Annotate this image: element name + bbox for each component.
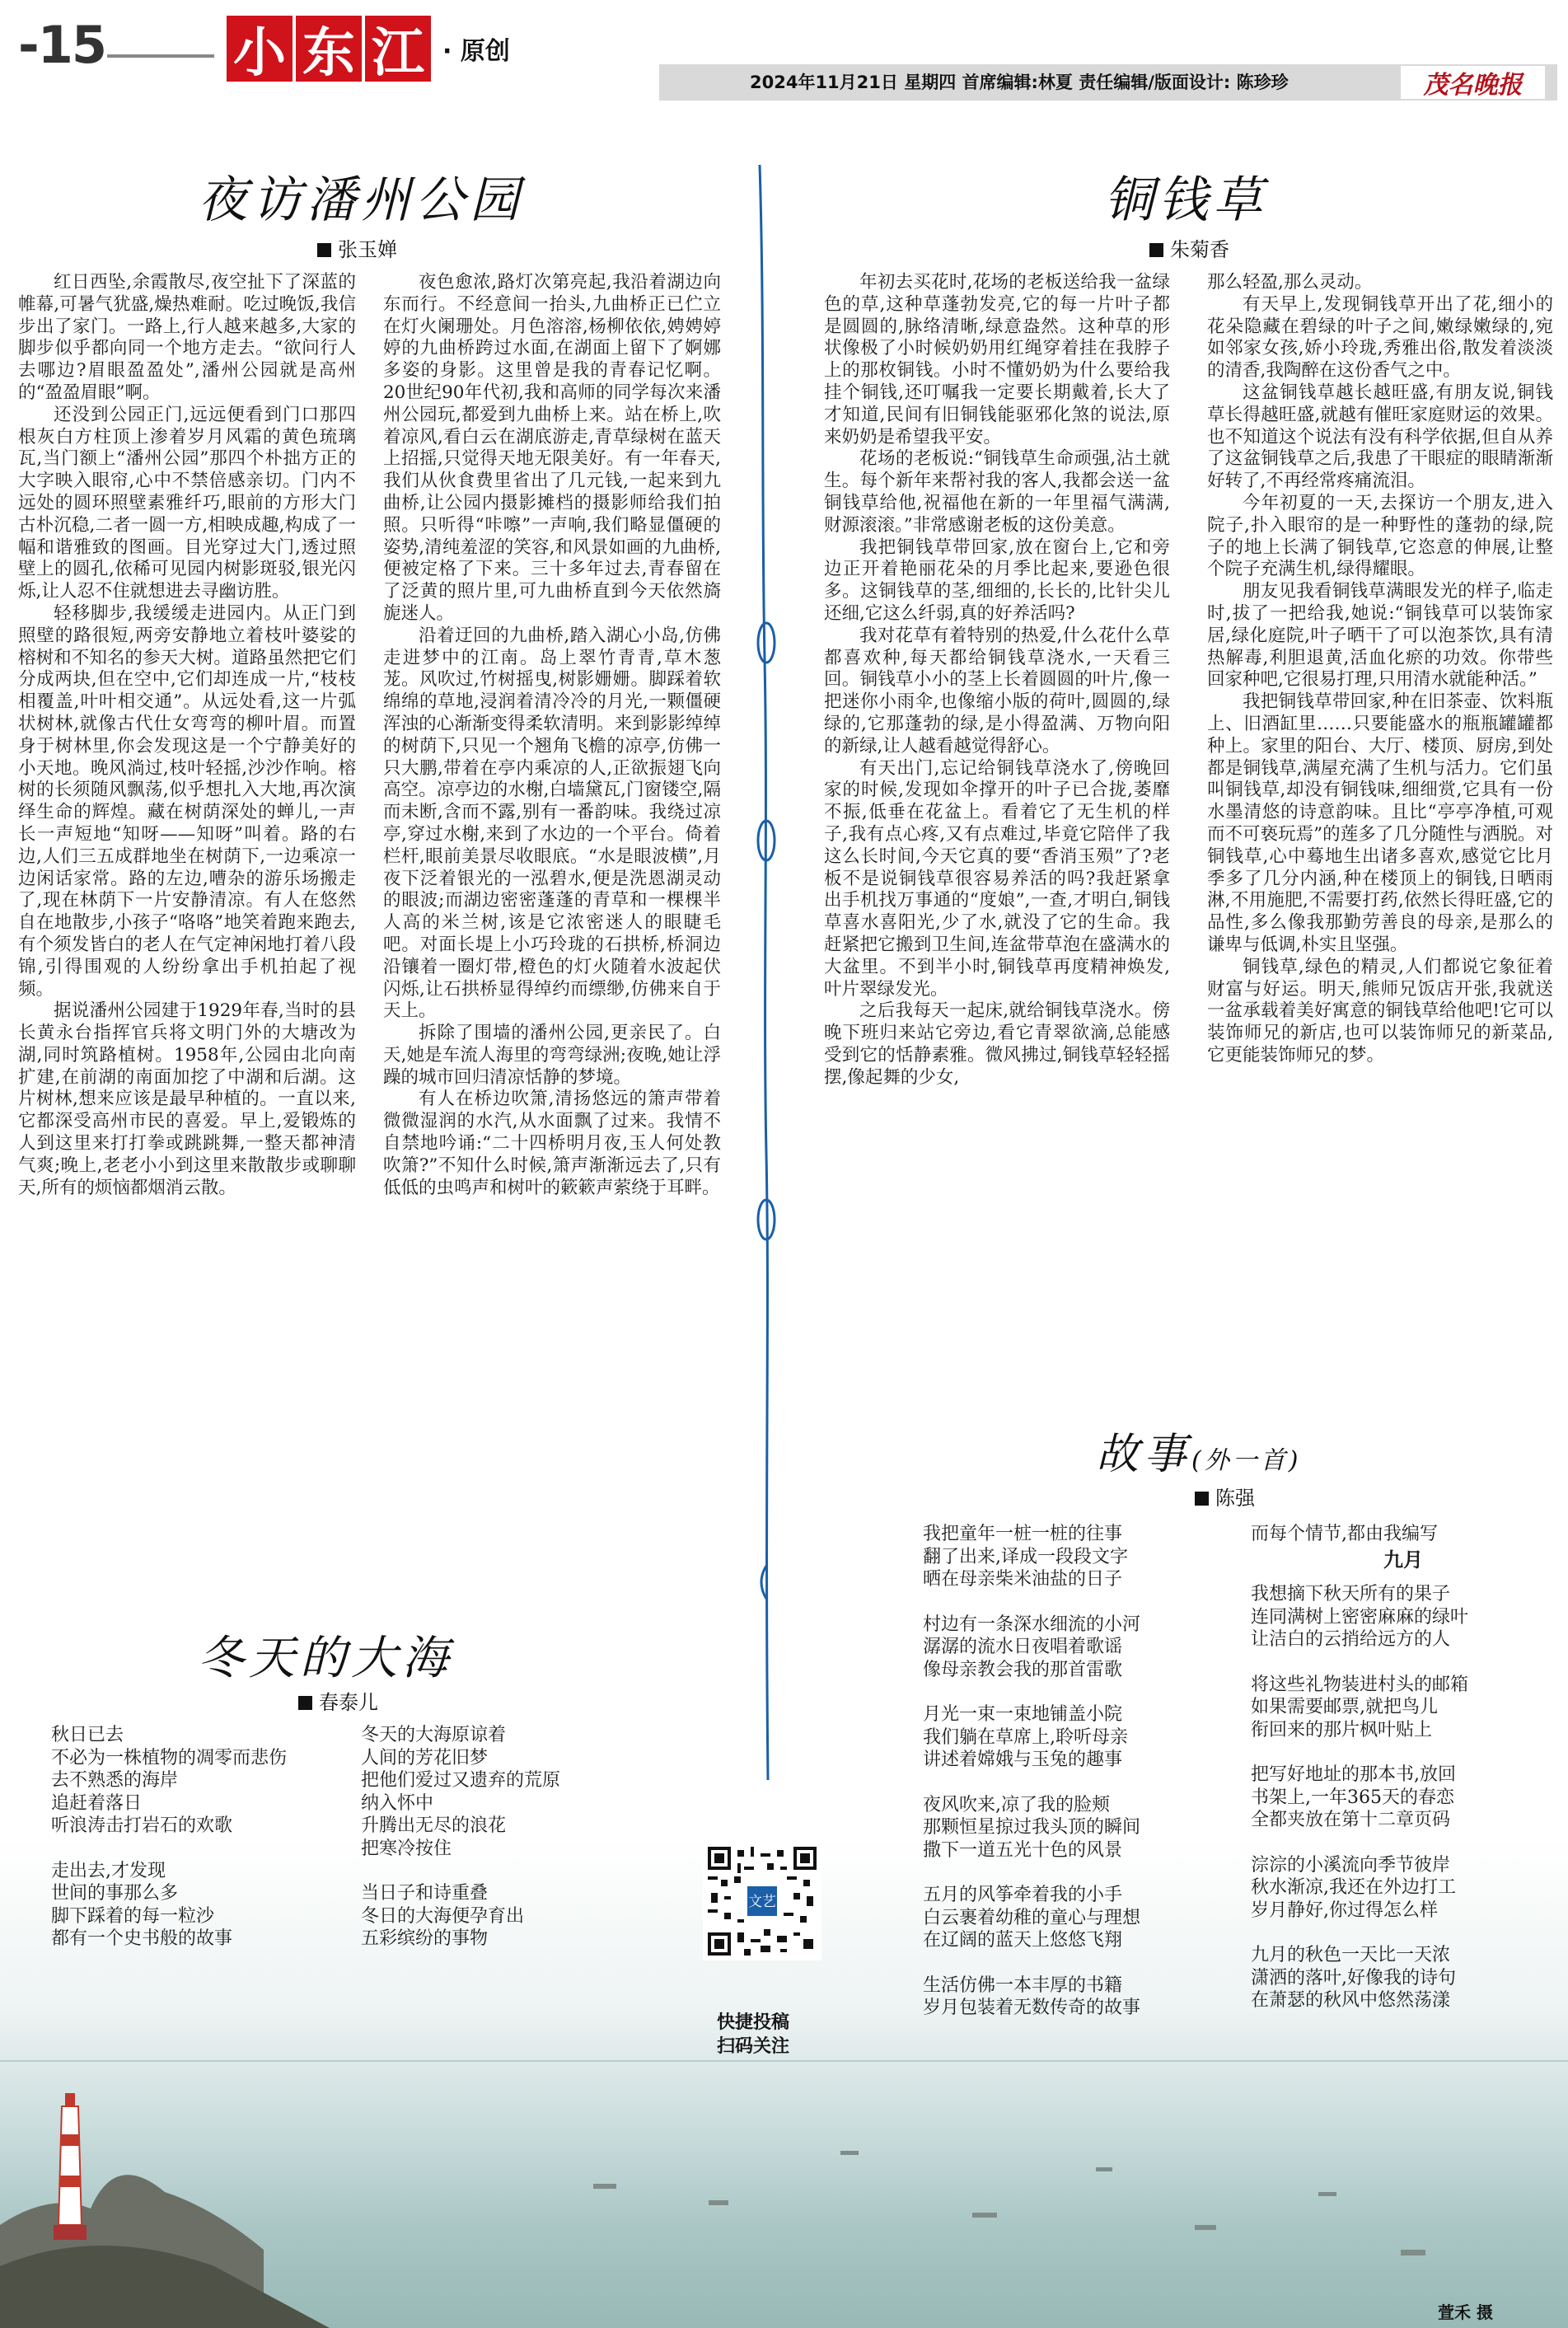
poem-line: 如果需要邮票,就把鸟儿 (1251, 1697, 1438, 1717)
poem-line: 讲述着嫦娥与玉兔的趣事 (923, 1750, 1123, 1770)
article-byline: 朱菊香 (1149, 233, 1229, 262)
article-title: 铜钱草 (1104, 171, 1267, 229)
paragraph: 今年初夏的一天,去探访一个朋友,进入院子,扑入眼帘的是一种野性的蓬勃的绿,院子的地上长满了铜钱草,它恣意的伸展,让整个院子充满生机,绿得耀眼。 (1207, 492, 1553, 580)
poem-stanza (923, 1703, 1219, 1772)
paragraph: 还没到公园正门,远远便看到门口那四根灰白方柱顶上渗着岁月风霜的黄色琉璃瓦,当门额上“潘州公园”那四个朴拙方正的大字映入眼帘,心中不禁倍感亲切。门内不远处的圆环照壁素雅纤巧,眼前的方形大门古朴沉稳,二者一圆一方,相映成趣,构成了一幅和谐雅致的图画。目光穿过大门,透过照壁上的圆孔,依稀可见园内树影斑驳,银光闪烁,让人忍不住就想进去寻幽访胜。 (18, 404, 356, 602)
poem-line: 五月的风筝牵着我的小手 (923, 1885, 1123, 1905)
paragraph: 夜色愈浓,路灯次第亮起,我沿着湖边向东而行。不经意间一抬头,九曲桥正已伫立在灯火阑珊处。月色溶溶,杨柳依依,娉娉婷婷的九曲桥跨过水面,在湖面上留下了婀娜多姿的身影。这里曾是我的青春记忆啊。20世纪90年代初,我和高师的同学每次来潘州公园玩,都爱到九曲桥上来。站在桥上,吹着凉风,看白云在湖底游走,青草绿树在蓝天上招摇,只觉得天地无限美好。有一年春天,我们从伙食费里省出了几元钱,一起来到九曲桥,让公园内摄影摊档的摄影师给我们拍照。只听得“咔嚓”一声响,我们略显僵硬的姿势,清纯羞涩的笑容,和风景如画的九曲桥,便被定格了下来。三十多年过去,青春留在了泛黄的照片里,可九曲桥直到今天依然旖旎迷人。 (383, 272, 721, 624)
poem-line: 岁月静好,你过得怎么样 (1251, 1899, 1438, 1921)
poem-line: 纳入怀中 (361, 1792, 434, 1814)
article-column (824, 272, 1170, 1089)
paragraph: 拆除了围墙的潘州公园,更亲民了。白天,她是车流人海里的弯弯绿洲;夜晚,她让浮躁的城市回归清凉恬静的梦境。 (383, 1023, 721, 1088)
poem-stanza (923, 1523, 1219, 1591)
poem-line: 把写好地址的那本书,放回 (1251, 1764, 1456, 1785)
poem-line: 去不熟悉的海岸 (51, 1770, 179, 1791)
poem-line: 都有一个史书般的故事 (51, 1928, 233, 1949)
paragraph: 轻移脚步,我缓缓走进园内。从正门到照壁的路很短,两旁安静地立着枝叶婆娑的榕树和不知名的参天大树。道路虽然把它们分成两块,但在空中,它们却连成一片,“枝枝相覆盖,叶叶相交通”。从远处看,这一片弧状树林,就像古代仕女弯弯的柳叶眉。而置身于树林里,你会发现这是一个宁静美好的小天地。晚风淌过,枝叶轻摇,沙沙作响。榕树的长须随风飘荡,似乎想扎入大地,再次演绎生命的辉煌。藏在树荫深处的蝉儿,一声长一声短地“知呀——知呀”叫着。路的右边,人们三五成群地坐在树荫下,一边乘凉一边闲话家常。路的左边,嘈杂的游乐场搬走了,现在林荫下一片安静清凉。有人在悠然自在地散步,小孩子“咯咯”地笑着跑来跑去,有个须发皆白的老人在气定神闲地打着八段锦,引得围观的人纷纷拿出手机拍起了视频。 (18, 602, 356, 1000)
poem-line: 把寒冷按住 (361, 1838, 452, 1859)
poem-stanza (51, 1860, 364, 1951)
qr-code[interactable] (703, 1842, 821, 1960)
paragraph: 沿着迂回的九曲桥,踏入湖心小岛,仿佛走进梦中的江南。岛上翠竹青青,草木葱茏。风吹过,竹树摇曳,树影姗姗。脚踩着软绵绵的草地,浸润着清冷冷的月光,一颗僵硬浑浊的心渐渐变得柔软清明。来到影影绰绰的树荫下,只见一个翘角飞檐的凉亭,仿佛一只大鹏,带着在亭内乘凉的人,正欲振翅飞向高空。凉亭边的水榭,白墙黛瓦,门窗镂空,隔而未断,含而不露,别有一番韵味。我绕过凉亭,穿过水榭,来到了水边的一个平台。倚着栏杆,眼前美景尽收眼底。“水是眼波横”,月夜下泛着银光的一泓碧水,便是洗恩湖灵动的眼波;而湖边密密蓬蓬的青草和一棵棵半人高的米兰树,该是它浓密迷人的眼睫毛吧。对面长堤上小巧玲珑的石拱桥,桥洞边沿镶着一圈灯带,橙色的灯火随着水波起伏闪烁,让石拱桥显得绰约而缥缈,仿佛来自于天上。 (383, 625, 721, 1022)
poem-column (361, 1724, 674, 1973)
article-column (18, 272, 356, 1199)
paragraph: 红日西坠,余霞散尽,夜空扯下了深蓝的帷幕,可暑气犹盛,燥热难耐。吃过晚饭,我信步出了家门。一路上,行人越来越多,大家的脚步似乎都向同一个地方走去。“欲问行人去哪边?眉眼盈盈处”,潘州公园就是高州的“盈盈眉眼”啊。 (18, 272, 356, 403)
poem-line: 而每个情节,都由我编写 (1251, 1524, 1438, 1544)
qr-caption (717, 2011, 789, 2059)
photo-credit: 萱禾 摄 (1438, 2302, 1493, 2322)
article-column (383, 272, 721, 1199)
header-rule (107, 54, 214, 58)
poem-stanza (923, 1794, 1219, 1862)
paragraph: 那么轻盈,那么灵动。 (1207, 272, 1373, 293)
poem-line: 岁月包装着无数传奇的故事 (923, 1998, 1141, 2018)
poem-line: 晒在母亲柴米油盐的日子 (923, 1569, 1123, 1590)
poem-line: 在辽阔的蓝天上悠悠飞翔 (923, 1930, 1123, 1951)
poem-line: 冬天的大海原谅着 (361, 1725, 507, 1745)
poem-stanza (361, 1724, 674, 1860)
poem-stanza (1251, 1944, 1556, 2012)
qr-caption-line: 扫码关注 (717, 2036, 790, 2057)
poem-stanza (1251, 1764, 1556, 1832)
poem-line: 月光一束一束地铺盖小院 (923, 1704, 1123, 1725)
poem-column (923, 1523, 1219, 2042)
poem-line: 衔回来的那片枫叶贴上 (1251, 1719, 1433, 1740)
qr-caption-line: 快捷投稿 (717, 2012, 790, 2033)
paragraph: 有人在桥边吹箫,清扬悠远的箫声带着微微湿润的水汽,从水面飘了过来。我情不自禁地吟诵:“二十四桥明月夜,玉人何处教吹箫?”不知什么时候,箫声渐渐远去了,只有低低的虫鸣声和树叶的簌簌声萦绕于耳畔。 (383, 1089, 721, 1198)
paragraph: 之后我每天一起床,就给铜钱草浇水。傍晚下班归来站它旁边,看它青翠欲滴,总能感受到它的恬静素雅。微风拂过,铜钱草轻轻摇摆,像起舞的少女, (824, 1000, 1170, 1088)
poem-subtitle: 九月 (1383, 1548, 1423, 1572)
poem-line: 将这些礼物装进村头的邮箱 (1251, 1674, 1469, 1695)
poem-line: 夜风吹来,凉了我的脸颊 (923, 1794, 1110, 1815)
poem-column (1251, 1523, 1556, 2035)
poem-line: 秋水渐凉,我还在外边打工 (1251, 1877, 1456, 1898)
qr-center-text: 文艺 (748, 1893, 776, 1909)
poem-line: 冬日的大海便孕育出 (361, 1905, 525, 1927)
poem-line: 当日子和诗重叠 (361, 1883, 489, 1904)
article-title: 冬天的大海 (198, 1632, 453, 1685)
paragraph: 花场的老板说:“铜钱草生命顽强,沾土就生。每个新年来帮衬我的客人,我都会送一盆铜钱草给他,祝福他在新的一年里福气满满,财源滚滚。”非常感谢老板的这份美意。 (824, 448, 1170, 536)
paragraph: 有天早上,发现铜钱草开出了花,细小的花朵隐藏在碧绿的叶子之间,嫩绿嫩绿的,宛如邻家女孩,娇小玲珑,秀雅出俗,散发着淡淡的清香,我陶醉在这份香气之中。 (1207, 293, 1553, 382)
poem-stanza (51, 1724, 364, 1838)
paragraph: 我把铜钱草带回家,种在旧茶壶、饮料瓶上、旧酒缸里……只要能盛水的瓶瓶罐罐都种上。家里的阳台、大厅、楼顶、厨房,到处都是铜钱草,满屋充满了生机与活力。它们虽叫铜钱草,却没有铜钱味,细细赏,它具有一份水墨清悠的诗意韵味。且比“亭亭净植,可观而不可亵玩焉”的莲多了几分随性与洒脱。对铜钱草,心中蓦地生出诸多喜欢,感觉它比月季多了几分内涵,种在楼顶上的铜钱,日晒雨淋,不用施肥,不需要打药,依然长得旺盛,它的品性,多么像我那勤劳善良的母亲,是那么的谦卑与低调,朴实且坚强。 (1207, 691, 1553, 955)
poem-stanza (923, 1614, 1219, 1682)
article-byline: 春泰儿 (298, 1686, 378, 1715)
poem-line: 不必为一株植物的凋零而悲伤 (51, 1747, 288, 1768)
poem-line: 我想摘下秋天所有的果子 (1251, 1584, 1451, 1604)
poem-stanza (361, 1882, 674, 1951)
brand-subtitle: · 原创 (442, 37, 510, 66)
article-title: 夜访潘州公园 (198, 171, 524, 229)
brand-char: 东 (296, 16, 362, 82)
paragraph: 有天出门,忘记给铜钱草浇水了,傍晚回家的时候,发现如伞撑开的叶子已合拢,萎靡不振,低垂在花盆上。看着它了无生机的样子,我有点心疼,又有点难过,毕竟它陪伴了我这么长时间,今天它真的要“香消玉殒”了?老板不是说铜钱草很容易养活的吗?我赶紧拿出手机找万事通的“度娘”,一查,才明白,铜钱草喜水喜阳光,少了水,就没了它的生命。我赶紧把它搬到卫生间,连盆带草泡在盛满水的大盆里。不到半小时,铜钱草再度精神焕发,叶片翠绿发光。 (824, 757, 1170, 1000)
poem-line: 九月的秋色一天比一天浓 (1251, 1945, 1451, 1965)
poem-line: 像母亲教会我的那首雷歌 (923, 1659, 1123, 1680)
poem-line: 潺潺的流水日夜唱着歌谣 (923, 1637, 1123, 1657)
brand-char: 小 (227, 16, 293, 82)
poem-line: 白云裹着幼稚的童心与理想 (923, 1907, 1141, 1928)
article-column (1207, 272, 1553, 1067)
article-title: 故事(外一首) (1096, 1430, 1302, 1479)
poem-line: 升腾出无尽的浪花 (361, 1815, 507, 1836)
poem-line: 秋日已去 (51, 1725, 124, 1745)
poem-line: 世间的事那么多 (51, 1883, 179, 1904)
poem-line: 淙淙的小溪流向季节彼岸 (1251, 1854, 1451, 1876)
poem-line: 撒下一道五光十色的风景 (923, 1839, 1123, 1861)
poem-line: 让洁白的云捎给远方的人 (1251, 1629, 1451, 1650)
poem-line: 走出去,才发现 (51, 1860, 166, 1881)
poem-line: 翻了出来,译成一段段文字 (923, 1546, 1128, 1567)
poem-line: 在萧瑟的秋风中悠然荡漾 (1251, 1990, 1451, 2011)
paper-logo: 茂名晚报 (1401, 66, 1545, 99)
poem-line: 听浪涛击打岩石的欢歌 (51, 1815, 233, 1836)
paragraph: 我对花草有着特别的热爱,什么花什么草都喜欢种,每天都给铜钱草浇水,一天看三回。铜钱草小小的茎上长着圆圆的叶片,像一把迷你小雨伞,也像缩小版的荷叶,圆圆的,绿绿的,它那蓬勃的绿,是小得盈满、万物向阳的新绿,让人越看越觉得舒心。 (824, 625, 1170, 756)
paragraph: 年初去买花时,花场的老板送给我一盆绿色的草,这种草蓬勃发亮,它的每一片叶子都是圆圆的,脉络清晰,绿意盎然。这种草的形状像极了小时候奶奶用红绳穿着挂在我脖子上的那枚铜钱。小时不懂奶奶为什么要给我挂个铜钱,还叮嘱我一定要长期戴着,长大了才知道,民间有旧铜钱能驱邪化煞的说法,原来奶奶是希望我平安。 (824, 272, 1170, 447)
poem-line: 追赶着落日 (51, 1792, 143, 1814)
poem-line: 村边有一条深水细流的小河 (923, 1614, 1141, 1635)
poem-stanza (1251, 1854, 1556, 1923)
poem-line: 脚下踩着的每一粒沙 (51, 1905, 215, 1927)
paragraph: 朋友见我看铜钱草满眼发光的样子,临走时,拔了一把给我,她说:“铜钱草可以装饰家居,绿化庭院,叶子晒干了可以泡茶饮,具有清热解毒,利胆退黄,活血化瘀的功效。你带些回家种吧,它很易打理,只用清水就能种活。” (1207, 581, 1553, 691)
poem-line: 人间的芳花旧梦 (361, 1747, 489, 1768)
poem-column (51, 1724, 364, 1973)
page-number: -15 (18, 15, 106, 75)
poem-line: 书架上,一年365天的春恋 (1251, 1787, 1454, 1808)
lighthouse-icon (45, 2093, 95, 2250)
poem-line: 我把童年一桩一桩的往事 (923, 1524, 1123, 1544)
poem-line: 那颗恒星掠过我头顶的瞬间 (923, 1817, 1141, 1838)
article-byline: 张玉婵 (317, 233, 397, 262)
poem-line: 生活仿佛一本丰厚的书籍 (923, 1974, 1123, 1996)
issue-meta: 2024年11月21日 星期四 首席编辑:林夏 责任编辑/版面设计: 陈珍珍 (750, 73, 1289, 92)
poem-line: 五彩缤纷的事物 (361, 1928, 489, 1949)
poem-line: 全都夹放在第十二章页码 (1251, 1810, 1451, 1830)
poem-line: 连同满树上密密麻麻的绿叶 (1251, 1606, 1469, 1628)
article-byline: 陈强 (1195, 1482, 1255, 1511)
poem-stanza (1251, 1674, 1556, 1742)
paragraph: 这盆铜钱草越长越旺盛,有朋友说,铜钱草长得越旺盛,就越有催旺家庭财运的效果。也不知道这个说法有没有科学依据,但自从养了这盆铜钱草之后,我患了干眼症的眼睛渐渐好转了,不再经常疼痛流泪。 (1207, 382, 1553, 492)
poem-line: 我们躺在草席上,聆听母亲 (923, 1726, 1128, 1748)
column-divider (742, 165, 791, 1780)
paragraph: 我把铜钱草带回家,放在窗台上,它和旁边正开着艳丽花朵的月季比起来,要逊色很多。这铜钱草的茎,细细的,长长的,比针尖儿还细,它这么纤弱,真的好养活吗? (824, 536, 1170, 624)
poem-line: 把他们爱过又遗弃的荒原 (361, 1770, 561, 1791)
paragraph: 铜钱草,绿色的精灵,人们都说它象征着财富与好运。明天,熊师兄饭店开张,我就送一盆承载着美好寓意的铜钱草给他吧!它可以装饰师兄的新店,也可以装饰师兄的新菜品,它更能装饰师兄的梦。 (1207, 956, 1553, 1066)
brand-char: 江 (365, 16, 431, 82)
poem-stanza (923, 1884, 1219, 1952)
section-brand (227, 12, 510, 86)
poem-stanza (1251, 1583, 1556, 1651)
qr-code-icon (708, 1847, 817, 1956)
poem-line: 潇洒的落叶,好像我的诗句 (1251, 1967, 1456, 1988)
paragraph: 据说潘州公园建于1929年春,当时的县长黄永台指挥官兵将文明门外的大塘改为湖,同时筑路植树。1958年,公园由北向南扩建,在前湖的南面加挖了中湖和后湖。这片树林,想来应该是最早种植的。一直以来,它都深受高州市民的喜爱。早上,爱锻炼的人到这里来打打拳或跳跳舞,一整天都神清气爽;晚上,老老小小到这里来散散步或聊聊天,所有的烦恼都烟消云散。 (18, 1000, 356, 1198)
poem-stanza (923, 1974, 1219, 2020)
